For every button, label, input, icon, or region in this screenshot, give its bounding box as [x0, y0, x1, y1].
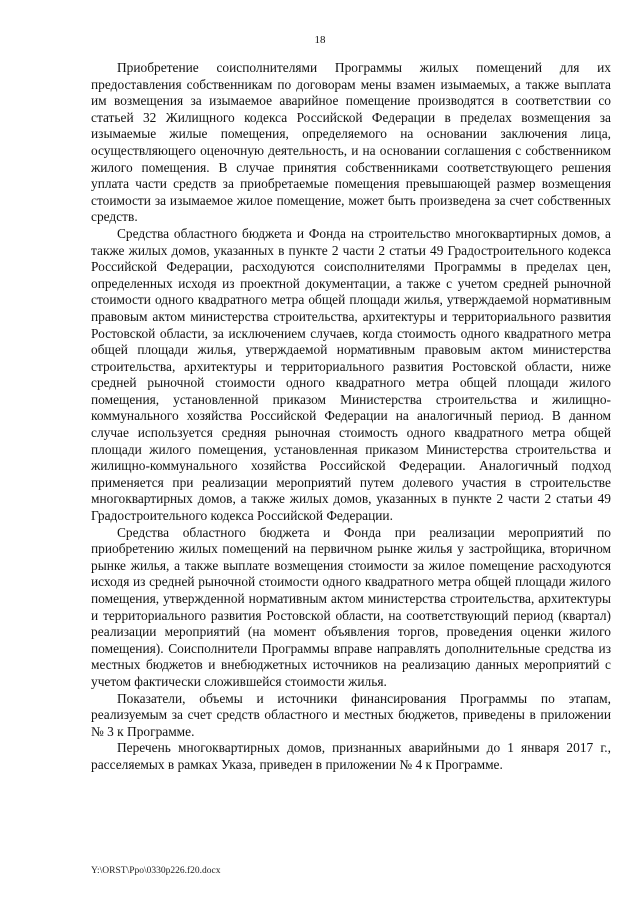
- body-text: [91, 60, 611, 774]
- page-number: 18: [314, 34, 326, 46]
- paragraph-financing-indicators: Показатели, объемы и источники финансирования Программы по этапам, реализуемым за счет средств областного и местных бюджетов, приведены в приложении № 3 к Программе.: [91, 690, 611, 739]
- paragraph-construction-funds: Средства областного бюджета и Фонда на строительство многоквартирных домов, а также жилых домов, указанных в пункте 2 части 2 статьи 49 Градостроительного кодекса Российской Федерации, расходуются соисполнителями Программы в пределах цен, определенных исходя из проектной документации, а также с учетом средней рыночной стоимости одного квадратного метра общей площади жилья, утверждаемой нормативным правовым актом министерства строительства, архитектуры и территориального развития Ростовской области, за исключением случаев, когда стоимость одного квадратного метра общей площади жилья, утверждаемой нормативным правовым актом министерства строительства, архитектуры и территориального развития Ростовской области, ниже средней рыночной стоимости одного квадратного метра общей площади жилого помещения, установленной приказом Министерства строительства и жилищно-коммунального хозяйства Российской Федерации на аналогичный период. В данном случае используется средняя рыночная стоимость одного квадратного метра общей площади жилого помещения, установленная приказом Министерства строительства и жилищно-коммунального хозяйства Российской Федерации. Аналогичный подход применяется при реализации мероприятий путем долевого участия в строительстве многоквартирных домов, а также жилых домов, указанных в пункте 2 части 2 статьи 49 Градостроительного кодекса Российской Федерации.: [91, 225, 611, 524]
- footer-file-path: Y:\ORST\Ppo\0330p226.f20.docx: [91, 866, 221, 876]
- paragraph-emergency-houses-list: Перечень многоквартирных домов, признанных аварийными до 1 января 2017 г., расселяемых в рамках Указа, приведен в приложении № 4 к Программе.: [91, 740, 611, 772]
- paragraph-acquisition: Приобретение соисполнителями Программы жилых помещений для их предоставления собственникам по договорам мены взамен изымаемых, а также выплата им возмещения за изымаемое аварийное помещение производятся в соответствии со статьей 32 Жилищного кодекса Российской Федерации в пределах возмещения за изымаемые жилые помещения, определяемого на основании заключения лица, осуществляющего оценочную деятельность, и на основании соглашения с собственником жилого помещения. В случае принятия собственниками соответствующего решения уплата части средств за приобретаемые помещения превышающей размер возмещения стоимости за изымаемое жилое помещение, может быть произведена за счет собственных средств.: [91, 60, 611, 225]
- paragraph-purchase-funds: Средства областного бюджета и Фонда при реализации мероприятий по приобретению жилых помещений на первичном рынке жилья у застройщика, вторичном рынке жилья, а также выплате возмещения стоимости за жилое помещение расходуются исходя из средней рыночной стоимости одного квадратного метра общей площади жилого помещения, утвержденной нормативным актом министерства строительства, архитектуры и территориального развития Ростовской области, на соответствующий период (квартал) реализации мероприятий (на момент объявления торгов, проведения оценки жилого помещения). Соисполнители Программы вправе направлять дополнительные средства из местных бюджетов и внебюджетных источников на реализацию данных мероприятий с учетом фактически сложившейся стоимости жилья.: [91, 524, 611, 689]
